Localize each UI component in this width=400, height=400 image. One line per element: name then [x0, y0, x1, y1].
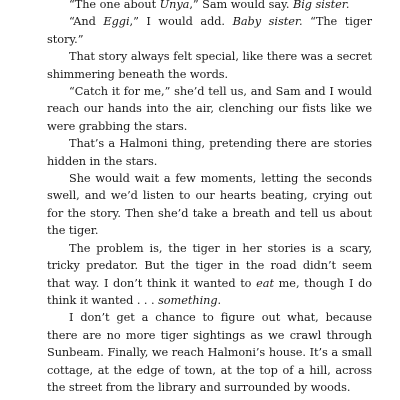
paragraph-halmoni-house	[47, 309, 372, 396]
paragraph-secret	[47, 48, 372, 83]
paragraph-problem	[47, 240, 372, 310]
text-run-italic: Unya	[159, 0, 190, 11]
text-run-italic: eat	[256, 276, 274, 290]
text-run: “And	[69, 15, 104, 29]
text-run: ,” I would add.	[129, 15, 233, 29]
paragraph-unya	[47, 0, 372, 13]
text-run-italic: something	[158, 293, 218, 307]
paragraph-catch-it	[47, 83, 372, 135]
text-run: “Catch it for me,” she’d tell us, and Sam and I would reach our hands into the air, clenching our fists like we were grabbing the stars.	[47, 85, 372, 133]
text-run: That story always felt special, like there was a secret shimmering beneath the words.	[47, 50, 372, 81]
paragraph-halmoni-thing	[47, 135, 372, 170]
text-run-italic: Big sister.	[292, 0, 350, 11]
text-run: She would wait a few moments, letting the seconds swell, and we’d listen to our hearts beating, crying out for the story. Then she’d take a breath and tell us about the tiger.	[47, 172, 372, 238]
text-run: ,” Sam would say.	[189, 0, 293, 11]
text-run: I don’t get a chance to figure out what, because there are no more tiger sightings as we crawl through Sunbeam. Finally, we reach Halmoni’s house. It’s a small cottage, at the edge of town, at the top of a hill, across the street from the library and surrounded by woods.	[47, 311, 372, 394]
text-run: .	[217, 293, 222, 307]
text-run: “The one about	[69, 0, 160, 11]
text-run-italic: Baby sister.	[232, 15, 303, 29]
text-run: The problem is, the tiger in her stories is a scary, tricky predator. But the tiger in the road didn’t seem that way. I don’t think it wanted to	[47, 241, 372, 290]
paragraph-wait	[47, 170, 372, 240]
paragraph-eggi	[47, 13, 372, 48]
text-run: me, though I do think it wanted . . .	[47, 276, 372, 307]
text-run: “The tiger story.”	[47, 15, 373, 46]
text-run: That’s a Halmoni thing, pretending there are stories hidden in the stars.	[47, 137, 372, 168]
text-run-italic: Eggi	[103, 15, 130, 29]
